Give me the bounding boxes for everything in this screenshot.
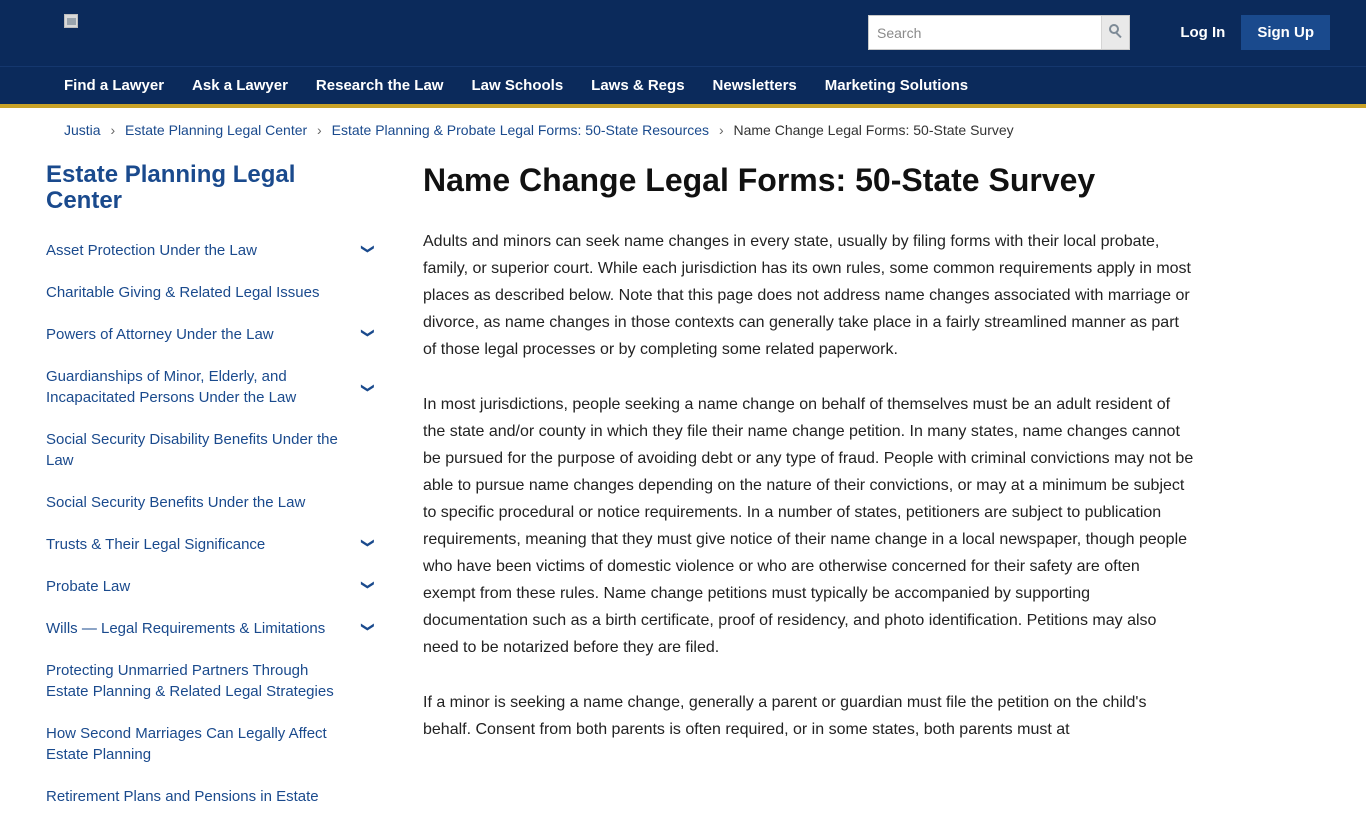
sidebar-item-retirement-plans[interactable]	[45, 786, 375, 807]
sidebar	[45, 150, 375, 828]
chevron-down-icon[interactable]: ❯	[361, 243, 376, 255]
search-icon[interactable]	[1101, 16, 1129, 49]
sidebar-item-probate-law[interactable]	[45, 576, 375, 597]
sidebar-item-social-security-disability[interactable]	[45, 429, 375, 471]
breadcrumb-separator: ›	[718, 122, 724, 138]
nav-item-law-schools[interactable]: Law Schools	[471, 76, 564, 94]
chevron-down-icon[interactable]: ❯	[361, 327, 376, 339]
sidebar-item-trusts[interactable]	[45, 534, 375, 555]
page-title: Name Change Legal Forms: 50-State Survey	[423, 162, 1096, 198]
breadcrumb-item-estate-planning-legal-center[interactable]: Estate Planning Legal Center	[125, 122, 308, 138]
sidebar-item-asset-protection[interactable]	[45, 240, 375, 261]
breadcrumb-item-justia[interactable]: Justia	[64, 122, 101, 138]
sidebar-item-label[interactable]: Trusts & Their Legal Significance	[46, 536, 266, 553]
breadcrumb-separator: ›	[317, 122, 322, 138]
body-paragraph-2: In most jurisdictions, people seeking a name change on behalf of themselves must be an adult resident of the state and/or county in which they file their name change petition. In many states, name changes cannot be pursued for the purpose of avoiding debt or any type of fraud. People with criminal convictions may not be able to pursue name changes depending on the nature of their convictions, or may at a minimum be subject to specific procedural or notice requirements. In a number of states, petitioners are subject to publication requirements, meaning that they must give notice of their name change in a local newspaper, though people who have been victims of domestic violence or who are otherwise concerned for their safety are often exempt from these rules. Name change petitions must typically be accompanied by supporting documentation such as a birth certificate, proof of residency, and photo identification. Petitions may also need to be notarized before they are filed.	[423, 396, 1194, 656]
sidebar-item-label[interactable]: Protecting Unmarried Partners Through Estate Planning & Related Legal Strategies	[46, 662, 334, 700]
sidebar-item-protecting-unmarried-partners[interactable]	[45, 660, 375, 702]
sign-up-button[interactable]: Sign Up	[1241, 15, 1330, 50]
sidebar-item-wills[interactable]	[45, 618, 375, 639]
sidebar-item-charitable-giving[interactable]	[45, 282, 375, 303]
sidebar-item-label[interactable]: Guardianships of Minor, Elderly, and Incapacitated Persons Under the Law	[46, 368, 297, 406]
log-in-button[interactable]: Log In	[1180, 24, 1226, 41]
sidebar-item-label[interactable]: Probate Law	[46, 578, 131, 595]
nav-item-research-the-law[interactable]: Research the Law	[315, 76, 444, 94]
auth-buttons	[1164, 15, 1330, 50]
breadcrumb	[0, 108, 1366, 150]
chevron-down-icon[interactable]: ❯	[361, 537, 376, 549]
sidebar-item-label[interactable]: Retirement Plans and Pensions in Estate	[46, 788, 319, 805]
chevron-down-icon[interactable]: ❯	[361, 382, 376, 394]
main-content	[375, 150, 1335, 771]
sidebar-item-label[interactable]: Social Security Disability Benefits Under the Law	[46, 431, 338, 469]
sidebar-item-label[interactable]: Powers of Attorney Under the Law	[46, 326, 274, 343]
breadcrumb-item-estate-planning-probate-legal-forms[interactable]: Estate Planning & Probate Legal Forms: 50-State Resources	[331, 122, 710, 138]
sidebar-item-label[interactable]: Asset Protection Under the Law	[46, 242, 257, 259]
chevron-down-icon[interactable]: ❯	[361, 579, 376, 591]
sidebar-item-label[interactable]: Charitable Giving & Related Legal Issues	[46, 284, 320, 301]
site-header	[0, 0, 1366, 66]
breadcrumb-separator: ›	[110, 122, 116, 138]
main-navigation	[0, 66, 1366, 104]
sidebar-item-label[interactable]: Wills — Legal Requirements & Limitations	[46, 620, 326, 637]
page-body	[0, 150, 1366, 828]
breadcrumb-item-current: Name Change Legal Forms: 50-State Survey	[733, 122, 1014, 138]
nav-item-find-a-lawyer[interactable]: Find a Lawyer	[64, 76, 165, 94]
sidebar-item-label[interactable]: How Second Marriages Can Legally Affect Estate Planning	[46, 725, 327, 763]
nav-item-newsletters[interactable]: Newsletters	[712, 76, 797, 94]
sidebar-title: Estate Planning Legal Center	[46, 161, 296, 214]
sidebar-item-second-marriages[interactable]	[45, 723, 375, 765]
chevron-down-icon[interactable]: ❯	[361, 621, 376, 633]
sidebar-item-label[interactable]: Social Security Benefits Under the Law	[46, 494, 306, 511]
nav-item-laws-and-regs[interactable]: Laws & Regs	[591, 76, 685, 94]
search-bar[interactable]	[868, 15, 1130, 50]
body-paragraph-1: Adults and minors can seek name changes in every state, usually by filing forms with their local probate, family, or superior court. While each jurisdiction has its own rules, some common requirements apply in most places as described below. Note that this page does not address name changes associated with marriage or divorce, as name changes in those contexts can generally take place in a fairly streamlined manner as part of those legal processes or by completing some related paperwork.	[423, 233, 1191, 358]
nav-item-ask-a-lawyer[interactable]: Ask a Lawyer	[192, 76, 288, 94]
justia-logo-icon[interactable]	[64, 14, 78, 28]
search-input[interactable]	[869, 16, 1101, 49]
sidebar-item-guardianships[interactable]	[45, 366, 375, 408]
sidebar-item-social-security-benefits[interactable]	[45, 492, 375, 513]
body-paragraph-3: If a minor is seeking a name change, generally a parent or guardian must file the petition on the child's behalf. Consent from both parents is often required, or in some states, both parents must at	[423, 694, 1147, 738]
sidebar-item-powers-of-attorney[interactable]	[45, 324, 375, 345]
nav-item-marketing-solutions[interactable]: Marketing Solutions	[824, 76, 969, 94]
